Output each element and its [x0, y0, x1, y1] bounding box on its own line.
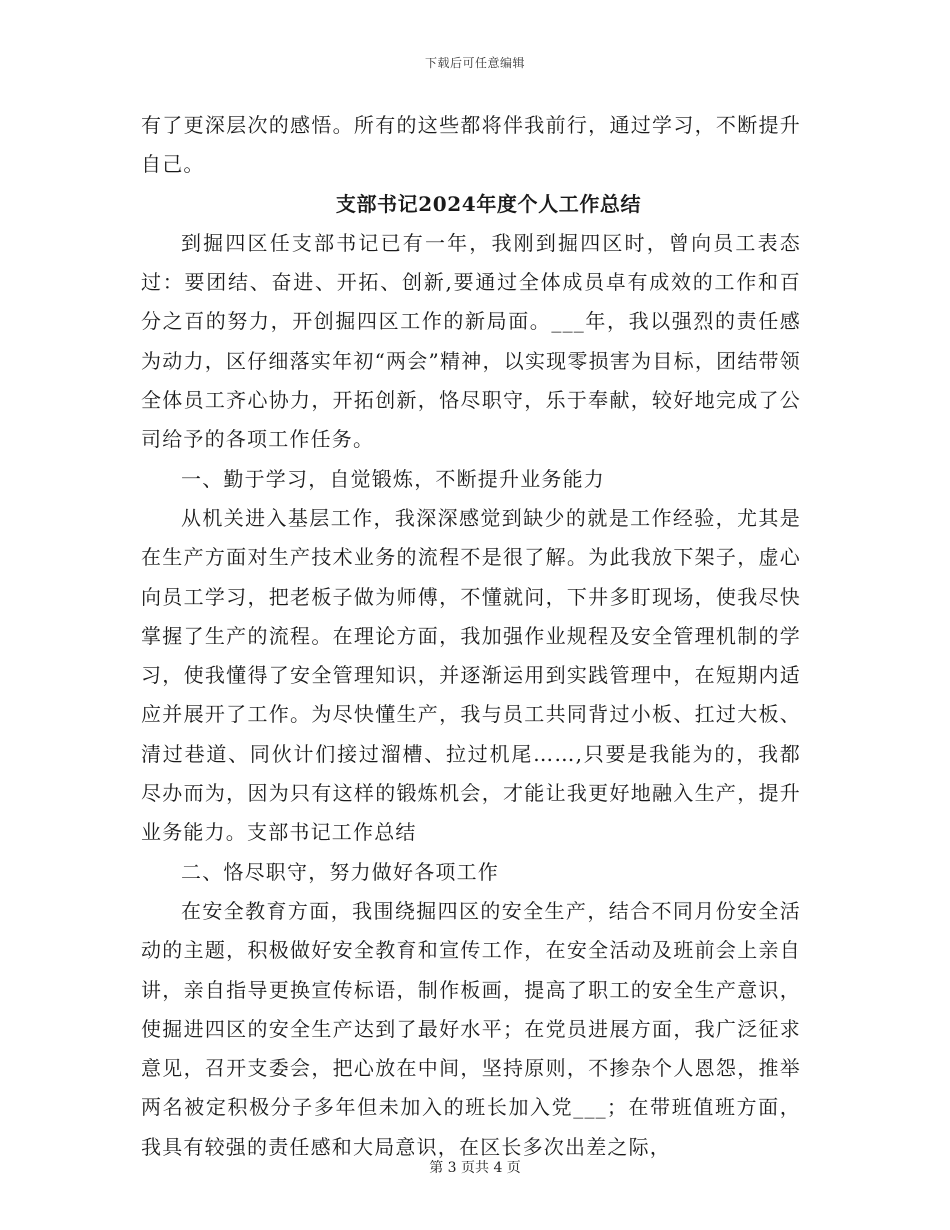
section-heading-1: 一、勤于学习，自觉锻炼，不断提升业务能力 — [181, 466, 605, 491]
paragraph-opening: 到掘四区任支部书记已有一年，我刚到掘四区时，曾向员工表态过：要团结、奋进、开拓、创新,要通过全体成员卓有成效的工作和百分之百的努力，开创掘四区工作的新局面。___年，我以强烈的责任感为动力，区仔细落实年初“两会”精神，以实现零损害为目标，团结带领全体员工齐心协力，开拓创新，恪尽职守，乐于奉献，较好地完成了公司给予的各项工作任务。 — [141, 230, 801, 452]
page-number: 第 3 页共 4 页 — [429, 1160, 521, 1176]
paragraph-safety: 在安全教育方面，我围绕掘四区的安全生产，结合不同月份安全活动的主题，积极做好安全教育和宣传工作，在安全活动及班前会上亲自讲，亲自指导更换宣传标语，制作板画，提高了职工的安全生产意识，使掘进四区的安全生产达到了最好水平；在党员进展方面，我广泛征求意见，召开支委会，把心放在中间，坚持原则，不掺杂个人恩怨，推举两名被定积极分子多年但未加入的班长加入党___；在带班值班方面，我具有较强的责任感和大局意识，在区长多次出差之际， — [141, 898, 801, 1159]
intro-paragraph: 有了更深层次的感悟。所有的这些都将伴我前行，通过学习，不断提升自己。 — [141, 113, 801, 177]
section-heading-2: 二、恪尽职守，努力做好各项工作 — [181, 859, 499, 884]
page-header-note: 下载后可任意编辑 — [424, 56, 525, 70]
document-body — [141, 106, 801, 1167]
document-title: 支部书记2024年度个人工作总结 — [335, 191, 642, 216]
paragraph-learning: 从机关进入基层工作，我深深感觉到缺少的就是工作经验，尤其是在生产方面对生产技术业务的流程不是很了解。为此我放下架子，虚心向员工学习，把老板子做为师傅，不懂就问，下井多盯现场，使我尽快掌握了生产的流程。在理论方面，我加强作业规程及安全管理机制的学习，使我懂得了安全管理知识，并逐渐运用到实践管理中，在短期内适应并展开了工作。为尽快懂生产，我与员工共同背过小板、扛过大板、清过巷道、同伙计们接过溜槽、拉过机尾……,只要是我能为的，我都尽办而为，因为只有这样的锻炼机会，才能让我更好地融入生产，提升业务能力。支部书记工作总结 — [141, 505, 801, 845]
